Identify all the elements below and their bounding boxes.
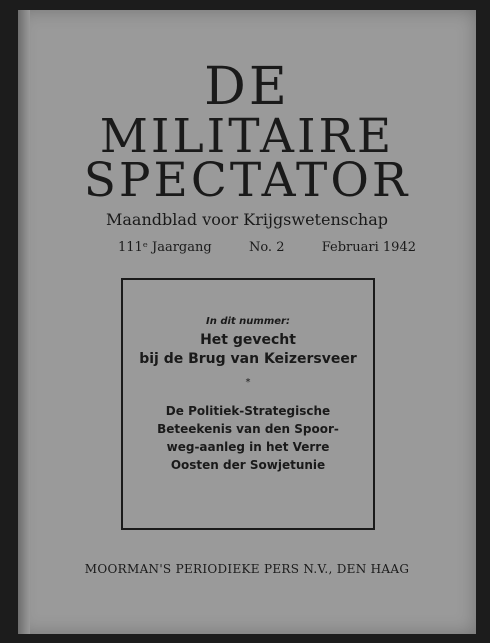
article-1-line: Het gevecht [200,332,296,348]
publisher: MOORMAN'S PERIODIEKE PERS N.V., DEN HAAG [84,562,410,576]
article-2-line: De Politiek-Strategische [165,404,331,418]
issue-number: No. 2 [248,240,285,255]
contents-box [121,278,375,530]
title-line-1: DE [204,57,290,117]
magazine-cover [18,10,476,634]
article-2-line: Beteekenis van den Spoor- [157,422,339,436]
issue-date: Februari 1942 [321,240,416,255]
contents-heading: In dit nummer: [206,316,290,327]
subtitle: Maandblad voor Krijgswetenschap [105,210,389,229]
article-2-title [123,402,373,474]
title-line-3: SPECTATOR [83,153,411,208]
article-1-title [123,331,373,369]
article-1-line: bij de Brug van Keizersveer [139,351,357,367]
issue-line [118,240,416,255]
separator-star: * [245,377,251,388]
title-line-2: MILITAIRE [99,109,395,164]
article-2-line: Oosten der Sowjetunie [170,458,326,472]
volume: 111ᵉ Jaargang [118,240,212,255]
article-2-line: weg-aanleg in het Verre [166,440,330,454]
